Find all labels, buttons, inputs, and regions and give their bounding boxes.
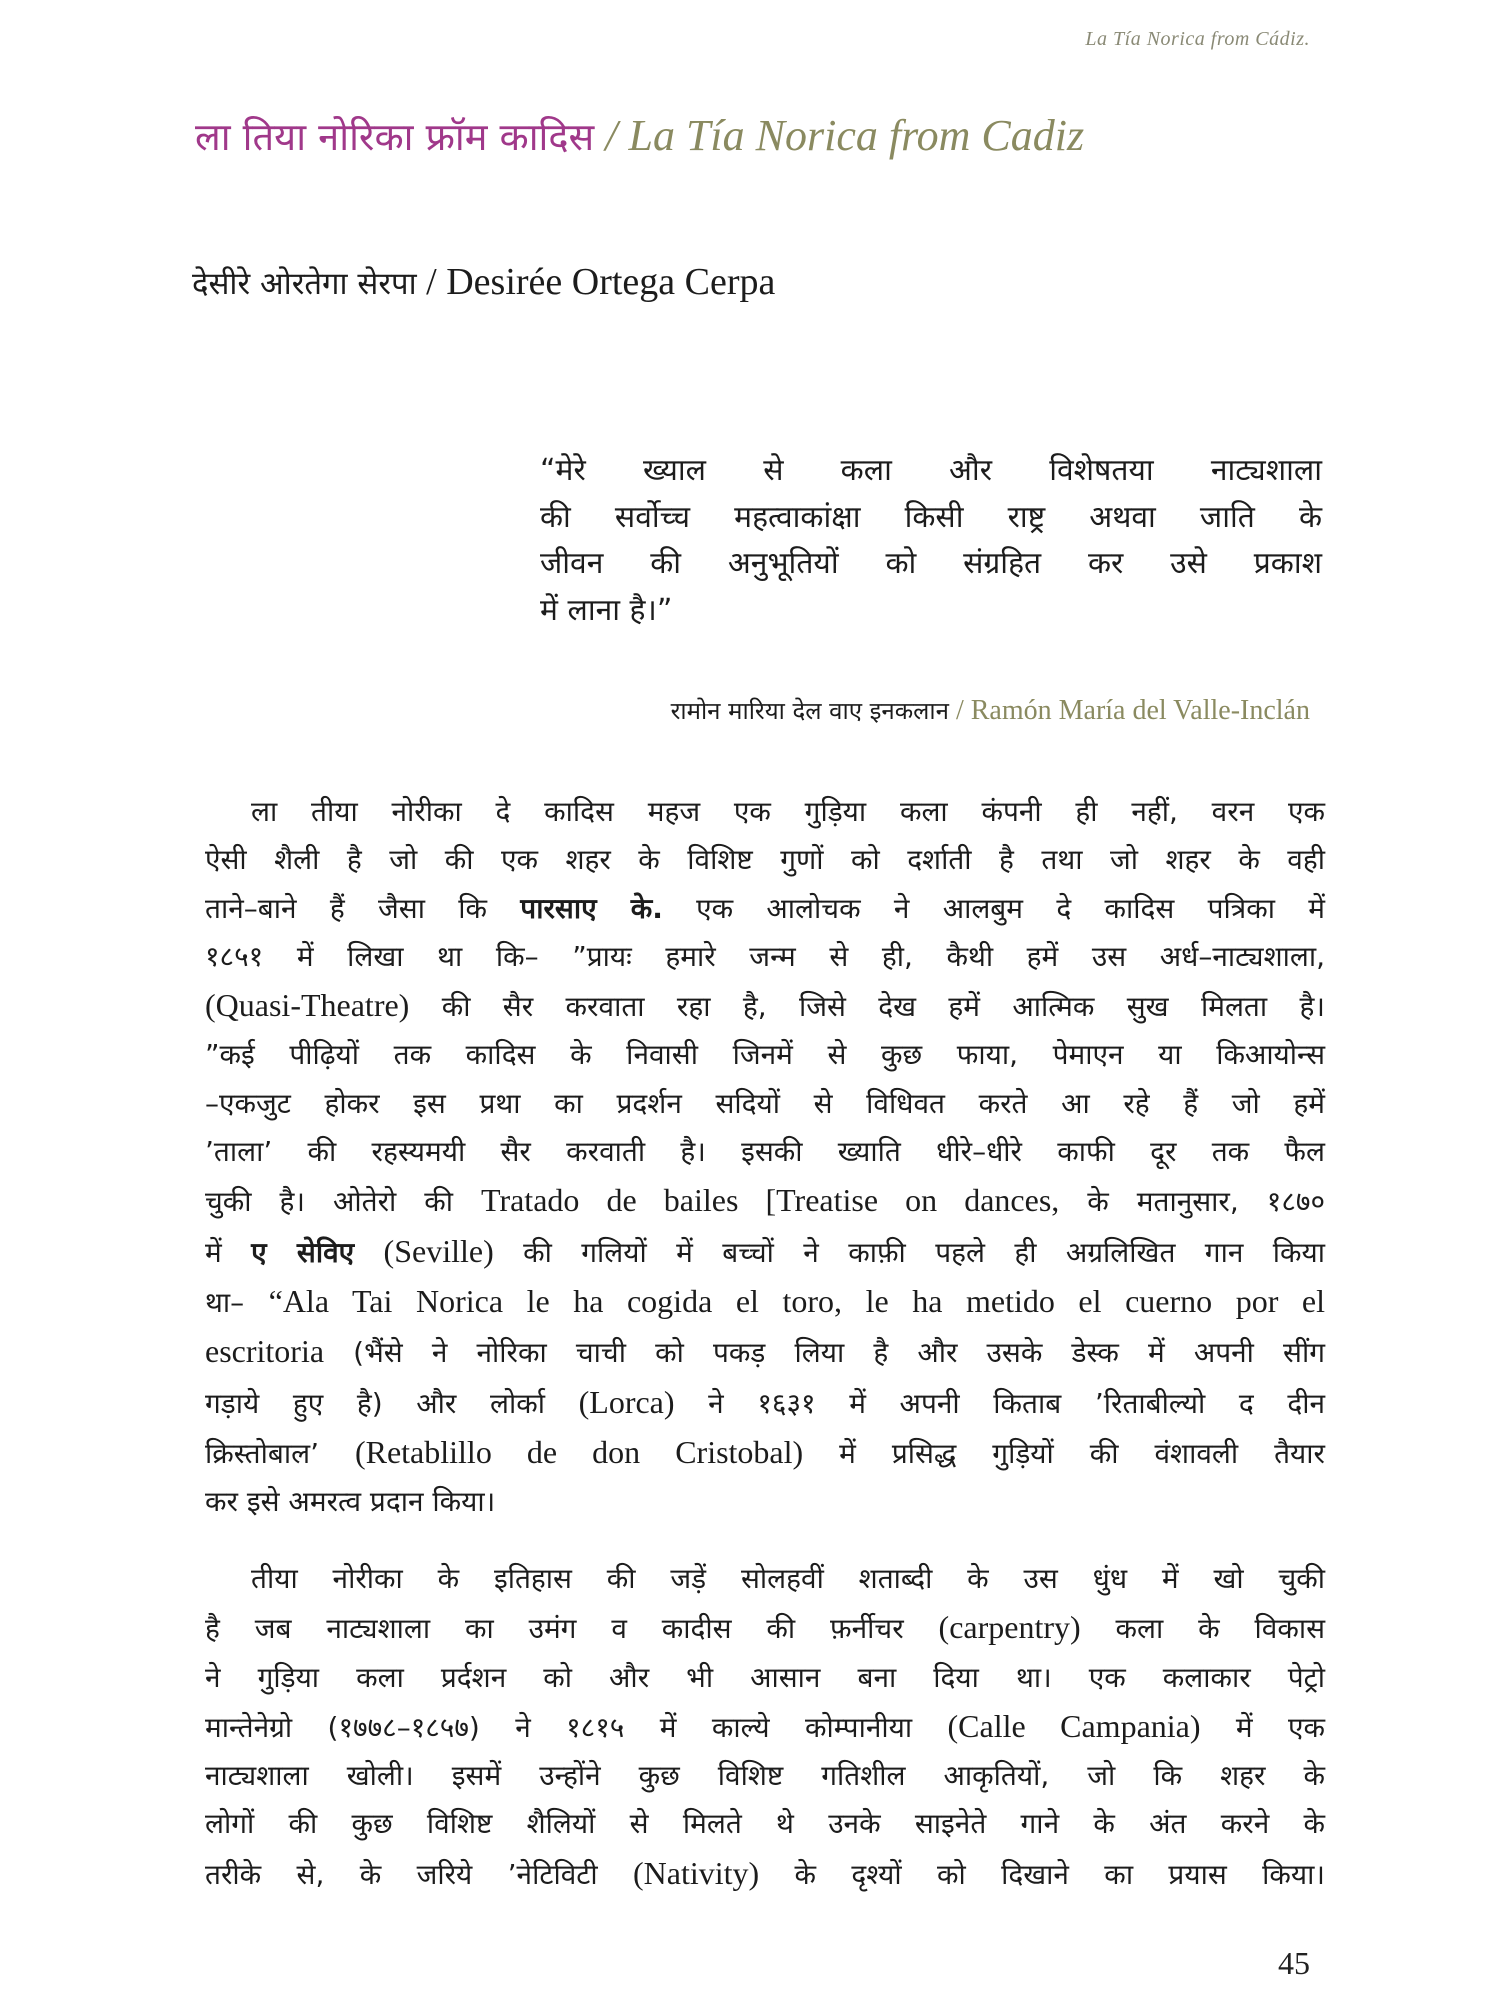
- epigraph-attribution: [671, 694, 1310, 727]
- running-head: La Tía Norica from Cádiz.: [1085, 28, 1310, 50]
- author-english: Desirée Ortega Cerpa: [446, 261, 776, 303]
- text-line: [205, 885, 1325, 933]
- epigraph-line: जीवन की अनुभूतियों को संग्रहित कर उसे प्रकाश: [540, 546, 1322, 581]
- text-run: की गलियों में बच्चों ने काफ़ी पहले ही अग्रलिखित गान किया: [493, 1235, 1326, 1269]
- bold-term: पारसाए के.: [520, 891, 663, 925]
- bold-term: ए सेविए: [251, 1235, 355, 1269]
- latin-run: (Seville): [383, 1232, 494, 1269]
- text-line: [205, 981, 1325, 1031]
- latin-run: (carpentry): [938, 1609, 1081, 1646]
- text-line: –एकजुट होकर इस प्रथा का प्रदर्शन सदियों से विधिवत करते आ रहे हैं जो हमें: [205, 1086, 1325, 1120]
- latin-run: (Retablillo de don Cristobal): [354, 1433, 804, 1470]
- text-run: के मतानुसार, १८७०: [1059, 1185, 1325, 1219]
- text-run: तरीके से, के जरिये ’नेटिविटी: [205, 1857, 633, 1891]
- text-line: [205, 1603, 1325, 1653]
- text-line: ऐसी शैली है जो की एक शहर के विशिष्ट गुणों को दर्शाती है तथा जो शहर के वही: [205, 843, 1325, 877]
- text-run: है जब नाट्यशाला का उमंग व कादीस की फ़र्नीचर: [205, 1612, 939, 1646]
- text-run: की सैर करवाता रहा है, जिसे देख हमें आत्मिक सुख मिलता है।: [409, 990, 1325, 1024]
- text-run: क्रिस्तोबाल’: [205, 1436, 355, 1470]
- author-hindi: देसीरे ओरतेगा सेरपा: [192, 266, 417, 302]
- text-line: १८५१ में लिखा था कि– ”प्रायः हमारे जन्म से ही, कैथी हमें उस अर्ध–नाट्यशाला,: [205, 939, 1325, 973]
- text-line: [205, 1227, 1325, 1277]
- epigraph-line: की सर्वोच्च महत्वाकांक्षा किसी राष्ट्र अथवा जाति के: [540, 499, 1322, 535]
- text-run: चुकी है। ओतेरो की: [205, 1185, 482, 1219]
- epigraph-line: “मेरे ख्याल से कला और विशेषतया नाट्यशाला: [540, 453, 1322, 488]
- text-run: ने १६३१ में अपनी किताब ’रिताबील्यो द दीन: [674, 1386, 1325, 1420]
- text-line: [205, 1849, 1325, 1899]
- latin-run: (Lorca): [578, 1383, 675, 1420]
- author-separator: /: [416, 261, 447, 303]
- text-run: में प्रसिद्ध गुड़ियों की वंशावली तैयार: [803, 1436, 1325, 1470]
- text-run: था–: [205, 1285, 269, 1319]
- text-run: (भैंसे ने नोरिका चाची को पकड़ लिया है और उसके डेस्क में अपनी सींग: [324, 1336, 1325, 1370]
- text-run: ताने–बाने हैं जैसा कि: [205, 891, 521, 925]
- attribution-english: Ramón María del Valle-Inclán: [970, 695, 1310, 726]
- epigraph-quote: [540, 448, 1322, 634]
- text-line: तीया नोरीका के इतिहास की जड़ें सोलहवीं शताब्दी के उस धुंध में खो चुकी: [251, 1562, 1325, 1595]
- text-line: कर इसे अमरत्व प्रदान किया।: [205, 1485, 496, 1519]
- body-paragraph-1: [205, 788, 1325, 1526]
- text-line: नाट्यशाला खोली। इसमें उन्होंने कुछ विशिष्ट गतिशील आकृतियों, जो कि शहर के: [205, 1759, 1325, 1793]
- epigraph-line: में लाना है।”: [540, 592, 673, 628]
- latin-run: (Calle Campania): [947, 1707, 1201, 1744]
- latin-run: Tratado de bailes [Treatise on dances,: [481, 1182, 1060, 1219]
- text-line: ला तीया नोरीका दे कादिस महज एक गुड़िया कला कंपनी ही नहीं, वरन एक: [251, 795, 1325, 828]
- title-hindi: ला तिया नोरिका फ्रॉम कादिस: [195, 115, 595, 159]
- text-run: में एक: [1200, 1710, 1325, 1744]
- title-english: La Tía Norica from Cadiz: [628, 111, 1085, 160]
- article-title: [195, 108, 1325, 165]
- latin-run: (Quasi-Theatre): [205, 987, 410, 1024]
- text-line: [205, 1378, 1325, 1428]
- latin-run: (Nativity): [633, 1854, 760, 1891]
- attribution-separator: /: [948, 695, 971, 726]
- text-run: में: [205, 1235, 252, 1269]
- latin-run: escritoria: [205, 1333, 325, 1370]
- latin-run: “Ala Tai Norica le ha cogida el toro, le ha metido el cuerno por el: [268, 1282, 1326, 1319]
- body-paragraph-2: [205, 1555, 1325, 1899]
- text-run: मान्तेनेग्रो (१७७८–१८५७) ने १८१५ में काल्ये कोम्पानीया: [205, 1710, 948, 1744]
- text-line: [205, 1277, 1325, 1327]
- text-line: लोगों की कुछ विशिष्ट शैलियों से मिलते थे उनके साइनेते गाने के अंत करने के: [205, 1807, 1325, 1841]
- text-line: ”कई पीढ़ियों तक कादिस के निवासी जिनमें से कुछ फाया, पेमाएन या किआयोन्स: [205, 1038, 1325, 1072]
- text-line: [205, 1176, 1325, 1226]
- title-separator: /: [594, 111, 629, 160]
- text-line: [205, 1702, 1325, 1752]
- page-number: 45: [1278, 1945, 1310, 1981]
- text-run: कला के विकास: [1080, 1612, 1326, 1646]
- text-run: एक आलोचक ने आलबुम दे कादिस पत्रिका में: [662, 891, 1325, 925]
- text-line: [205, 1428, 1325, 1478]
- text-run: गड़ाये हुए है) और लोर्का: [205, 1386, 579, 1420]
- text-line: ने गुड़िया कला प्रर्दशन को और भी आसान बना दिया था। एक कलाकार पेट्रो: [205, 1660, 1325, 1694]
- text-line: [205, 1327, 1325, 1377]
- attribution-hindi: रामोन मारिया देल वाए इनकलान: [670, 697, 949, 725]
- author-line: [192, 258, 775, 308]
- text-run: के दृश्यों को दिखाने का प्रयास किया।: [759, 1857, 1325, 1891]
- text-run: [354, 1236, 383, 1269]
- text-line: ’ताला’ की रहस्यमयी सैर करवाती है। इसकी ख्याति धीरे–धीरे काफी दूर तक फैल: [205, 1135, 1325, 1169]
